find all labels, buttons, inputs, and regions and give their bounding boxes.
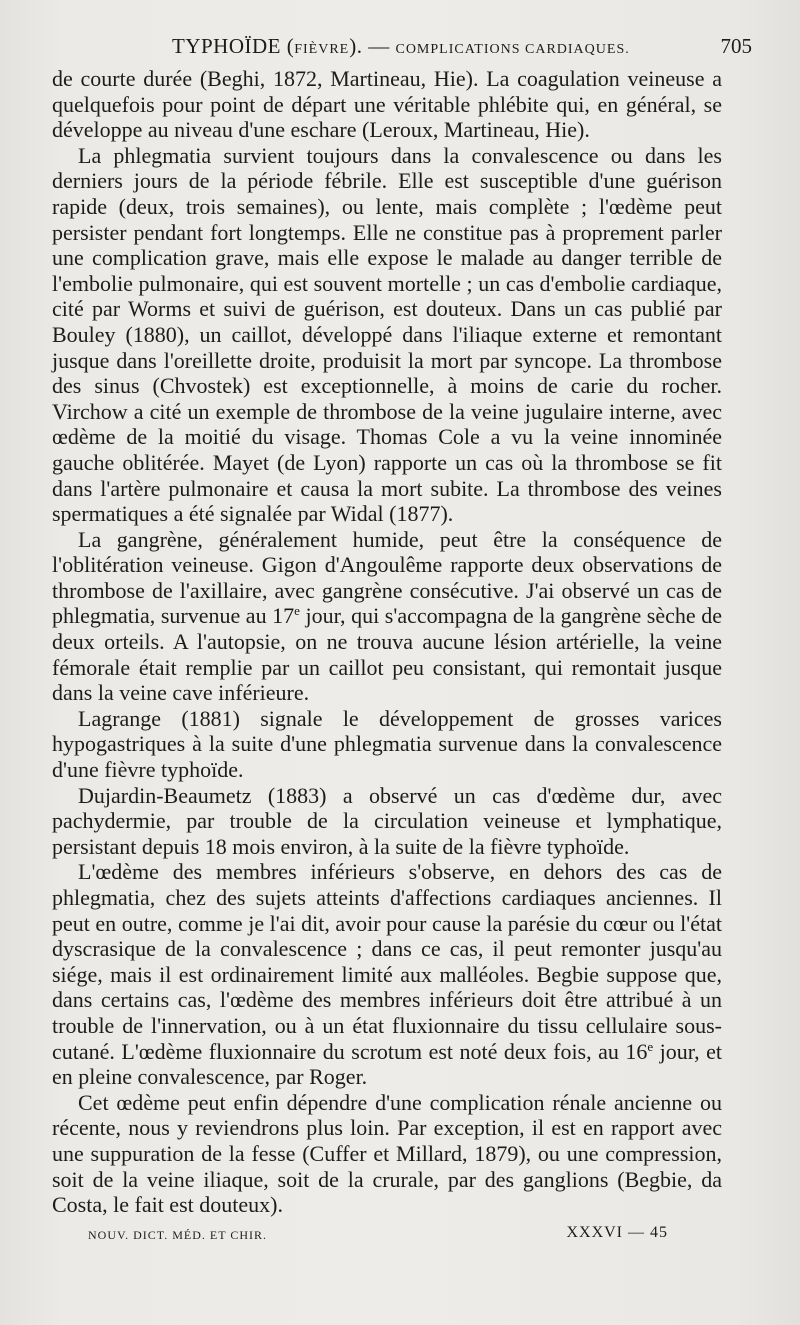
superscript: e <box>294 603 300 619</box>
paragraph-7: Cet œdème peut enfin dépendre d'une complication rénale ancienne ou récente, nous y reviendrons plus loin. Par exception, il est en rapport avec une suppuration de la fesse (Cuffer et Millard, 1879), ou une compression, soit de la veine iliaque, soit de la crurale, par des ganglions (Begbie, da Costa, le fait est douteux). <box>52 1089 722 1218</box>
paragraph-3-continuation: jour, qui s'accompagna de la gangrène sèche de deux orteils. A l'autopsie, on ne trouva aucune lésion artérielle, la veine fémorale était remplie par un caillot peu consistant, qui remontait jusque dans la veine cave inférieure. <box>52 603 722 706</box>
title-section: COMPLICATIONS CARDIAQUES. <box>395 42 630 57</box>
paragraph-3-text: La gangrène, généralement humide, peut être la conséquence de l'oblitération veineuse. Gigon d'Angoulême rapporte deux observations de thrombose de l'axillaire, avec gangrène consécutive. J'ai observé un cas de phlegmatia, survenue au 17 <box>52 526 722 629</box>
title-main: TYPHOÏDE ( <box>172 34 295 58</box>
running-title <box>172 34 630 59</box>
title-separator: ). — <box>349 34 396 58</box>
paragraph-1: de courte durée (Beghi, 1872, Martineau, Hie). La coagulation veineuse a quelquefois pour point de départ une véritable phlébite qui, en général, se développe au niveau d'une eschare (Leroux, Martineau, Hie). <box>52 66 722 143</box>
page-number: 705 <box>720 34 752 58</box>
paragraph-3 <box>52 527 722 706</box>
superscript: e <box>647 1038 654 1054</box>
footer-signature: NOUV. DICT. MÉD. ET CHIR. <box>88 1228 268 1242</box>
paragraph-6 <box>52 859 722 1089</box>
paragraph-6-text: L'œdème des membres inférieurs s'observe, en dehors des cas de phlegmatia, chez des sujets atteints d'affections cardiaques anciennes. Il peut en outre, comme je l'ai dit, avoir pour cause la parésie du cœur ou l'état dyscrasique de la convalescence ; dans ce cas, il peut remonter jusqu'au siége, mais il est ordinairement limité aux malléoles. Begbie suppose que, dans certains cas, l'œdème des membres inférieurs doit être attribué à un trouble de l'innervation, ou à un état fluxionnaire du tissu cellulaire sous-cutané. L'œdème fluxionnaire du scrotum est noté deux fois, au 16 <box>52 859 722 1064</box>
running-header <box>52 28 752 62</box>
body-text <box>52 66 722 1218</box>
footer-volume: XXXVI — 45 <box>566 1224 668 1241</box>
title-smallcaps: FIÈVRE <box>294 42 350 57</box>
paragraph-4: Lagrange (1881) signale le développement de grosses varices hypogastriques à la suite d'une phlegmatia survenue dans la convalescence d'une fièvre typhoïde. <box>52 705 722 783</box>
page-footer <box>88 1224 668 1248</box>
paragraph-6-continuation: jour, et en pleine convalescence, par Roger. <box>52 1038 723 1090</box>
paragraph-2: La phlegmatia survient toujours dans la convalescence ou dans les derniers jours de la période fébrile. Elle est susceptible d'une guérison rapide (deux, trois semaines), ou lente, mais complète ; l'œdème peut persister pendant fort longtemps. Elle ne constitue pas à proprement parler une complication grave, mais elle expose le malade au danger terrible de l'embolie pulmonaire, qui est souvent mortelle ; un cas d'embolie cardiaque, cité par Worms et suivi de guérison, est douteux. Dans un cas publié par Bouley (1880), un caillot, développé dans l'iliaque externe et remontant jusque dans l'oreillette droite, produisit la mort par syncope. La thrombose des sinus (Chvostek) est exceptionnelle, à moins de carie du rocher. Virchow a cité un exemple de thrombose de la veine jugulaire interne, avec œdème de la moitié du visage. Thomas Cole a vu la veine innominée gauche oblitérée. Mayet (de Lyon) rapporte un cas où la thrombose se fit dans l'artère pulmonaire et causa la mort subite. La thrombose des veines spermatiques a été signalée par Widal (1877). <box>52 142 722 527</box>
paragraph-5: Dujardin-Beaumetz (1883) a observé un cas d'œdème dur, avec pachydermie, par trouble de la circulation veineuse et lymphatique, persistant depuis 18 mois environ, à la suite de la fièvre typhoïde. <box>52 782 722 859</box>
